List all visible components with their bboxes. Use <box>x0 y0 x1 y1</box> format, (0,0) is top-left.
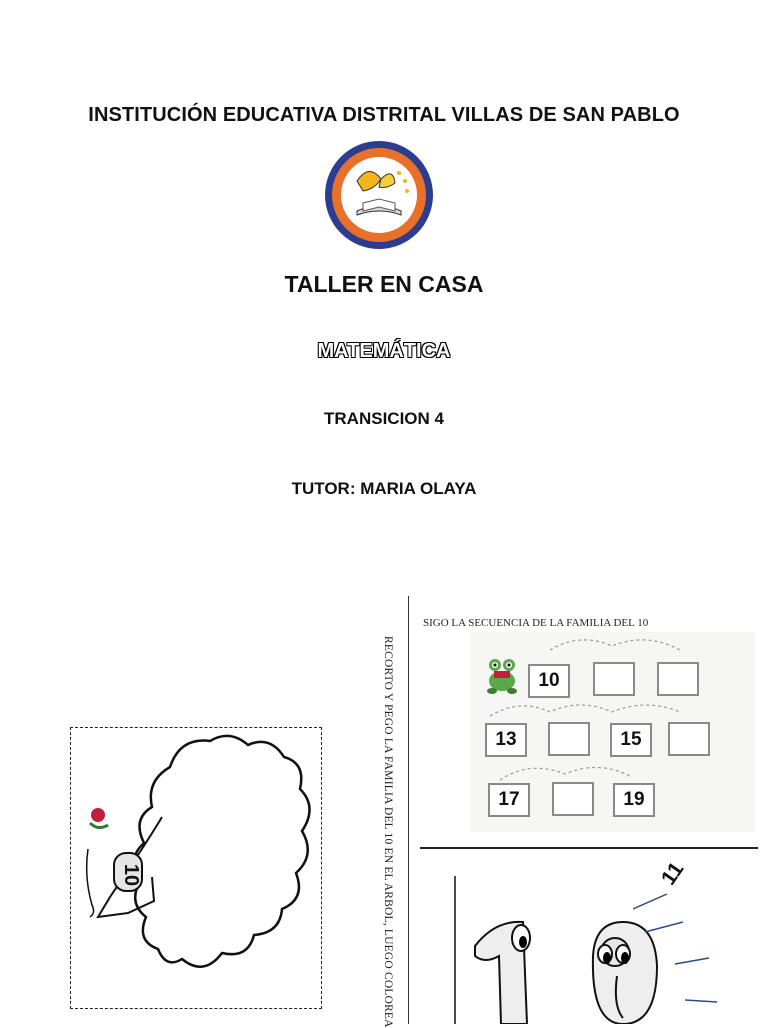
sequence-box: 10 <box>528 664 570 698</box>
sequence-box <box>593 662 635 696</box>
sequence-box: 19 <box>613 783 655 817</box>
school-seal-icon <box>323 139 435 251</box>
frog-icon <box>484 655 520 695</box>
subject-label: MATEMÁTICA <box>317 340 451 362</box>
tree-illustration <box>70 727 322 1009</box>
sequence-title: SIGO LA SECUENCIA DE LA FAMILIA DEL 10 <box>423 617 649 629</box>
horizontal-divider <box>420 847 758 849</box>
vertical-divider <box>408 596 409 1024</box>
page-title: TALLER EN CASA <box>284 271 484 297</box>
sequence-box: 13 <box>485 723 527 757</box>
sequence-box: 15 <box>610 723 652 757</box>
sequence-box <box>552 782 594 816</box>
grade-label: TRANSICION 4 <box>324 409 444 428</box>
number-ten-illustration <box>445 856 758 1024</box>
cut-paste-instruction: RECORTO Y PEGO LA FAMILIA DEL 10 EN EL ARBOL, LUEGO COLOREA <box>382 636 394 1028</box>
sequence-box <box>548 722 590 756</box>
tree-number: 10 <box>120 863 142 887</box>
sequence-box <box>668 722 710 756</box>
eleven-label: 11 <box>656 858 689 890</box>
sequence-box: 17 <box>488 783 530 817</box>
sequence-box <box>657 662 699 696</box>
school-name: INSTITUCIÓN EDUCATIVA DISTRITAL VILLAS DE SAN PABLO <box>88 104 680 126</box>
tutor-label: TUTOR: MARIA OLAYA <box>291 479 477 498</box>
